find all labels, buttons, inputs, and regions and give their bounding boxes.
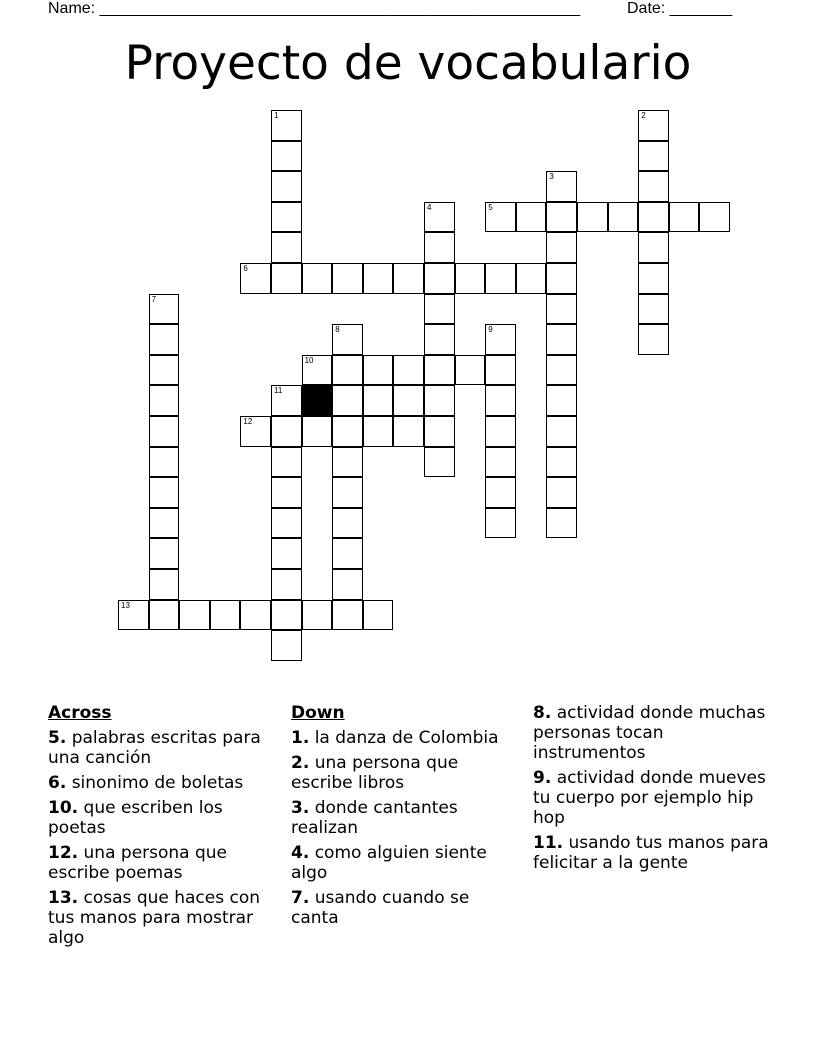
- grid-cell[interactable]: [332, 263, 363, 294]
- grid-cell[interactable]: [485, 447, 516, 478]
- grid-cell[interactable]: [546, 416, 577, 447]
- grid-cell[interactable]: [271, 202, 302, 233]
- grid-cell[interactable]: [638, 232, 669, 263]
- grid-cell[interactable]: [179, 600, 210, 631]
- grid-cell[interactable]: [516, 202, 547, 233]
- clue-text: la danza de Colombia: [314, 728, 499, 748]
- grid-cell[interactable]: [271, 508, 302, 539]
- clue-item: [533, 833, 773, 873]
- grid-cell[interactable]: [149, 355, 180, 386]
- clue-number: 10.: [48, 798, 79, 818]
- grid-cell[interactable]: [546, 385, 577, 416]
- grid-cell[interactable]: [393, 416, 424, 447]
- grid-cell[interactable]: [302, 416, 333, 447]
- black-cell: [302, 385, 333, 416]
- grid-cell[interactable]: [485, 477, 516, 508]
- down-heading: Down: [291, 703, 345, 723]
- grid-cell[interactable]: [240, 416, 271, 447]
- clue-number: 8.: [533, 703, 552, 723]
- grid-cell[interactable]: [546, 263, 577, 294]
- clue-text: que escriben los poetas: [48, 798, 223, 838]
- down-clues-continued: [533, 703, 773, 878]
- clue-item: [291, 843, 519, 883]
- grid-cell[interactable]: [485, 385, 516, 416]
- grid-cell[interactable]: [271, 416, 302, 447]
- grid-cell[interactable]: [638, 202, 669, 233]
- grid-cell[interactable]: [485, 416, 516, 447]
- grid-cell[interactable]: [485, 263, 516, 294]
- date-line[interactable]: _______: [669, 0, 732, 17]
- clue-text: sinonimo de boletas: [71, 773, 244, 793]
- grid-cell[interactable]: [485, 202, 516, 233]
- grid-cell[interactable]: [149, 416, 180, 447]
- clue-text: como alguien siente algo: [291, 843, 487, 883]
- grid-cell[interactable]: [516, 263, 547, 294]
- grid-cell[interactable]: [546, 447, 577, 478]
- clue-item: [533, 768, 773, 828]
- grid-cell[interactable]: [149, 508, 180, 539]
- grid-cell[interactable]: [393, 355, 424, 386]
- clue-number: 9.: [533, 768, 552, 788]
- clue-number: 5.: [48, 728, 67, 748]
- clue-text: una persona que escribe libros: [291, 753, 459, 793]
- clue-item: [533, 703, 773, 763]
- grid-cell[interactable]: [332, 538, 363, 569]
- grid-cell[interactable]: [485, 355, 516, 386]
- clue-number-label: 10: [304, 355, 314, 365]
- grid-cell[interactable]: [638, 294, 669, 325]
- clue-number: 4.: [291, 843, 310, 863]
- grid-cell[interactable]: [240, 600, 271, 631]
- grid-cell[interactable]: [271, 447, 302, 478]
- clue-text: usando tus manos para felicitar a la gente: [533, 833, 769, 873]
- grid-cell[interactable]: [363, 385, 394, 416]
- grid-cell[interactable]: [149, 538, 180, 569]
- grid-cell[interactable]: [271, 477, 302, 508]
- grid-cell[interactable]: [271, 171, 302, 202]
- grid-cell[interactable]: [546, 508, 577, 539]
- grid-cell[interactable]: [149, 569, 180, 600]
- grid-cell[interactable]: [546, 355, 577, 386]
- grid-cell[interactable]: [455, 263, 486, 294]
- clue-number: 13.: [48, 888, 79, 908]
- grid-cell[interactable]: [424, 355, 455, 386]
- clue-item: [48, 728, 280, 768]
- grid-cell[interactable]: [332, 355, 363, 386]
- name-label: Name:: [48, 0, 96, 17]
- grid-cell[interactable]: [332, 600, 363, 631]
- clue-number-label: 2: [641, 111, 646, 120]
- clue-text: palabras escritas para una canción: [48, 728, 261, 768]
- grid-cell[interactable]: [149, 324, 180, 355]
- grid-cell[interactable]: [332, 385, 363, 416]
- grid-cell[interactable]: [424, 232, 455, 263]
- grid-cell[interactable]: [210, 600, 241, 631]
- grid-cell[interactable]: [546, 171, 577, 202]
- grid-cell[interactable]: [302, 355, 333, 386]
- grid-cell[interactable]: [455, 355, 486, 386]
- grid-cell[interactable]: [271, 232, 302, 263]
- grid-cell[interactable]: [271, 263, 302, 294]
- grid-cell[interactable]: [424, 202, 455, 233]
- clue-number-label: 12: [243, 417, 253, 426]
- grid-cell[interactable]: [608, 202, 639, 233]
- grid-cell[interactable]: [638, 263, 669, 294]
- grid-cell[interactable]: [546, 324, 577, 355]
- grid-cell[interactable]: [485, 324, 516, 355]
- date-label: Date:: [627, 0, 666, 17]
- grid-cell[interactable]: [149, 385, 180, 416]
- clue-item: [48, 843, 280, 883]
- grid-cell[interactable]: [149, 600, 180, 631]
- grid-cell[interactable]: [638, 324, 669, 355]
- across-clues: [48, 703, 280, 953]
- clue-text: actividad donde mueves tu cuerpo por ejemplo hip hop: [533, 768, 766, 828]
- grid-cell[interactable]: [546, 477, 577, 508]
- grid-cell[interactable]: [271, 110, 302, 141]
- clue-text: cosas que haces con tus manos para mostrar algo: [48, 888, 261, 948]
- clue-item: [291, 798, 519, 838]
- grid-cell[interactable]: [699, 202, 730, 233]
- grid-cell[interactable]: [149, 294, 180, 325]
- grid-cell[interactable]: [424, 416, 455, 447]
- clue-number-label: 13: [121, 600, 130, 610]
- grid-cell[interactable]: [638, 110, 669, 141]
- down-clues: [291, 703, 519, 933]
- grid-cell[interactable]: [271, 141, 302, 172]
- clue-text: usando cuando se canta: [291, 888, 470, 928]
- grid-cell[interactable]: [546, 232, 577, 263]
- across-heading: Across: [48, 703, 112, 723]
- grid-cell[interactable]: [302, 263, 333, 294]
- clue-number-label: 6: [243, 264, 248, 273]
- clue-number: 3.: [291, 798, 310, 818]
- clue-item: [291, 728, 519, 748]
- clue-number: 11.: [533, 833, 564, 853]
- clue-number: 12.: [48, 843, 79, 863]
- name-line[interactable]: ______________________________________________________: [99, 0, 581, 17]
- grid-cell[interactable]: [332, 324, 363, 355]
- grid-cell[interactable]: [363, 416, 394, 447]
- clue-item: [291, 888, 519, 928]
- clue-number-label: 9: [488, 325, 493, 335]
- clue-item: [48, 773, 280, 793]
- grid-cell[interactable]: [393, 385, 424, 416]
- grid-cell[interactable]: [118, 600, 149, 631]
- grid-cell[interactable]: [271, 600, 302, 631]
- clue-number-label: 7: [151, 294, 157, 304]
- grid-cell[interactable]: [302, 600, 333, 631]
- grid-cell[interactable]: [271, 630, 302, 661]
- grid-cell[interactable]: [332, 447, 363, 478]
- clue-number-label: 11: [274, 386, 283, 396]
- clue-number-label: 8: [335, 325, 340, 335]
- clue-number: 6.: [48, 773, 67, 793]
- grid-cell[interactable]: [332, 477, 363, 508]
- grid-cell[interactable]: [271, 569, 302, 600]
- clue-text: una persona que escribe poemas: [48, 843, 228, 883]
- grid-cell[interactable]: [271, 538, 302, 569]
- grid-cell[interactable]: [424, 294, 455, 325]
- grid-cell[interactable]: [577, 202, 608, 233]
- grid-cell[interactable]: [332, 508, 363, 539]
- clue-number-label: 3: [549, 172, 554, 182]
- grid-cell[interactable]: [363, 355, 394, 386]
- clue-item: [48, 798, 280, 838]
- clue-number-label: 5: [488, 202, 493, 212]
- grid-cell[interactable]: [332, 569, 363, 600]
- clue-text: actividad donde muchas personas tocan instrumentos: [533, 703, 766, 763]
- grid-cell[interactable]: [669, 202, 700, 233]
- clue-number: 2.: [291, 753, 310, 773]
- grid-cell[interactable]: [424, 385, 455, 416]
- grid-cell[interactable]: [149, 447, 180, 478]
- grid-cell[interactable]: [424, 324, 455, 355]
- clue-text: donde cantantes realizan: [291, 798, 458, 838]
- clue-item: [48, 888, 280, 948]
- grid-cell[interactable]: [546, 202, 577, 233]
- grid-cell[interactable]: [271, 385, 302, 416]
- clue-item: [291, 753, 519, 793]
- grid-cell[interactable]: [363, 263, 394, 294]
- grid-cell[interactable]: [424, 447, 455, 478]
- clue-number: 1.: [291, 728, 310, 748]
- grid-cell[interactable]: [240, 263, 271, 294]
- grid-cell[interactable]: [332, 416, 363, 447]
- grid-cell[interactable]: [424, 263, 455, 294]
- page-title: Proyecto de vocabulario: [124, 36, 692, 91]
- grid-cell[interactable]: [393, 263, 424, 294]
- grid-cell[interactable]: [485, 508, 516, 539]
- clue-number-label: 4: [427, 202, 432, 212]
- grid-cell[interactable]: [149, 477, 180, 508]
- grid-cell[interactable]: [363, 600, 394, 631]
- grid-cell[interactable]: [546, 294, 577, 325]
- clue-number: 7.: [291, 888, 310, 908]
- clue-number-label: 1: [274, 111, 279, 120]
- grid-cell[interactable]: [638, 141, 669, 172]
- grid-cell[interactable]: [638, 171, 669, 202]
